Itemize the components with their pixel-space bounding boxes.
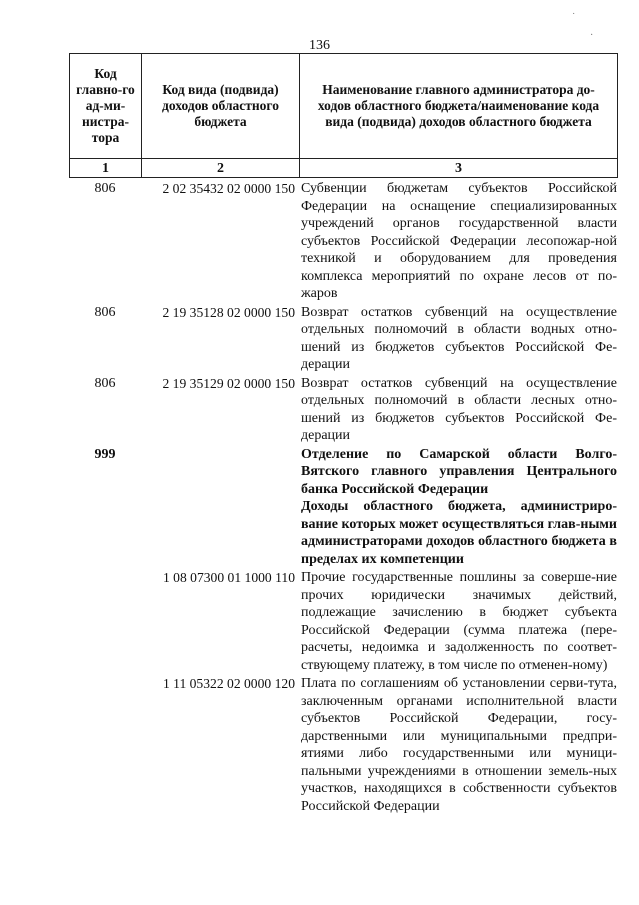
kbk-code: 1 11 05322 02 0000 120: [162, 676, 295, 691]
kbk-code: 2 19 35129 02 0000 150: [162, 375, 295, 391]
table-row: [69, 304, 617, 374]
kbk-code: 2 19 35128 02 0000 150: [162, 304, 295, 320]
header-admin-code-text: Код главно-го ад-ми-нистра-тора: [76, 66, 135, 145]
scan-speck: ˙: [572, 12, 576, 23]
header-num-1: 1: [70, 159, 142, 178]
header-num-3: 3: [300, 159, 618, 178]
header-kbk-text: Код вида (подвида) доходов областного бюджета: [162, 82, 279, 129]
table-row: [69, 375, 617, 445]
header-name: [300, 54, 618, 159]
admin-code: 999: [94, 446, 116, 462]
administrator-block: [299, 446, 617, 569]
admin-code: 806: [94, 375, 116, 391]
administrator-name: Отделение по Самарской области Волго-Вятского главного управления Центрального банка Российской Федерации: [301, 446, 617, 497]
revenue-name: Субвенции бюджетам субъектов Российской Федерации на оснащение специализированных учреждений органов государственной власти субъектов Российской Федерации лесопожар-ной техникой и оборудованием для проведения комплекса мероприятий по охране лесов от по-жаров: [301, 181, 617, 301]
revenue-name: Прочие государственные пошлины за соверше-ние прочих юридически значимых действий, подлежащие зачислению в бюджет субъекта Российской Федерации (сумма платежа (пере-расчеты, недоимка и задолженность по соответ-ствующему платежу, в том числе по отменен-ному): [301, 570, 617, 673]
revenue-name: Плата по соглашениям об установлении серви-тута, заключенным органами исполнительной власти субъектов Российской Федерации, госу-дарственными или муниципальными предпри-ятиями либо государственными или муници-пальными учреждениями в отношении земель-ных участков, находящихся в собственности субъектов Российской Федерации: [301, 676, 617, 814]
kbk-code: 1 08 07300 01 1000 110: [162, 570, 295, 585]
revenue-name: Возврат остатков субвенций на осуществление отдельных полномочий в области лесных отно-шений из бюджетов субъектов Российской Фе-дерации: [301, 375, 617, 443]
scan-speck: ·: [590, 30, 594, 41]
table-body: [69, 180, 617, 815]
kbk-code: 2 02 35432 02 0000 150: [162, 181, 295, 196]
table-row: [69, 446, 617, 569]
revenue-name: Возврат остатков субвенций на осуществление отдельных полномочий в области водных отно-шений из бюджетов субъектов Российской Фе-дерации: [301, 304, 617, 372]
page-number: 136: [309, 38, 330, 53]
admin-code: 806: [94, 304, 116, 320]
admin-code: 806: [94, 181, 116, 196]
header-name-text: Наименование главного администратора до-ходов областного бюджета/наименование кода вида (подвида) доходов областного бюджета: [317, 82, 600, 129]
administrator-section-note: Доходы областного бюджета, администриро-вание которых может осуществляться глав-ными администраторами доходов областного бюджета в пределах их компетенции: [301, 499, 617, 567]
header-admin-code: [70, 54, 142, 159]
header-kbk: [142, 54, 300, 159]
header-num-2: 2: [142, 159, 300, 178]
table-row: [69, 180, 617, 303]
table-header: [69, 53, 618, 178]
table-row: [69, 675, 617, 815]
table-row: [69, 569, 617, 674]
